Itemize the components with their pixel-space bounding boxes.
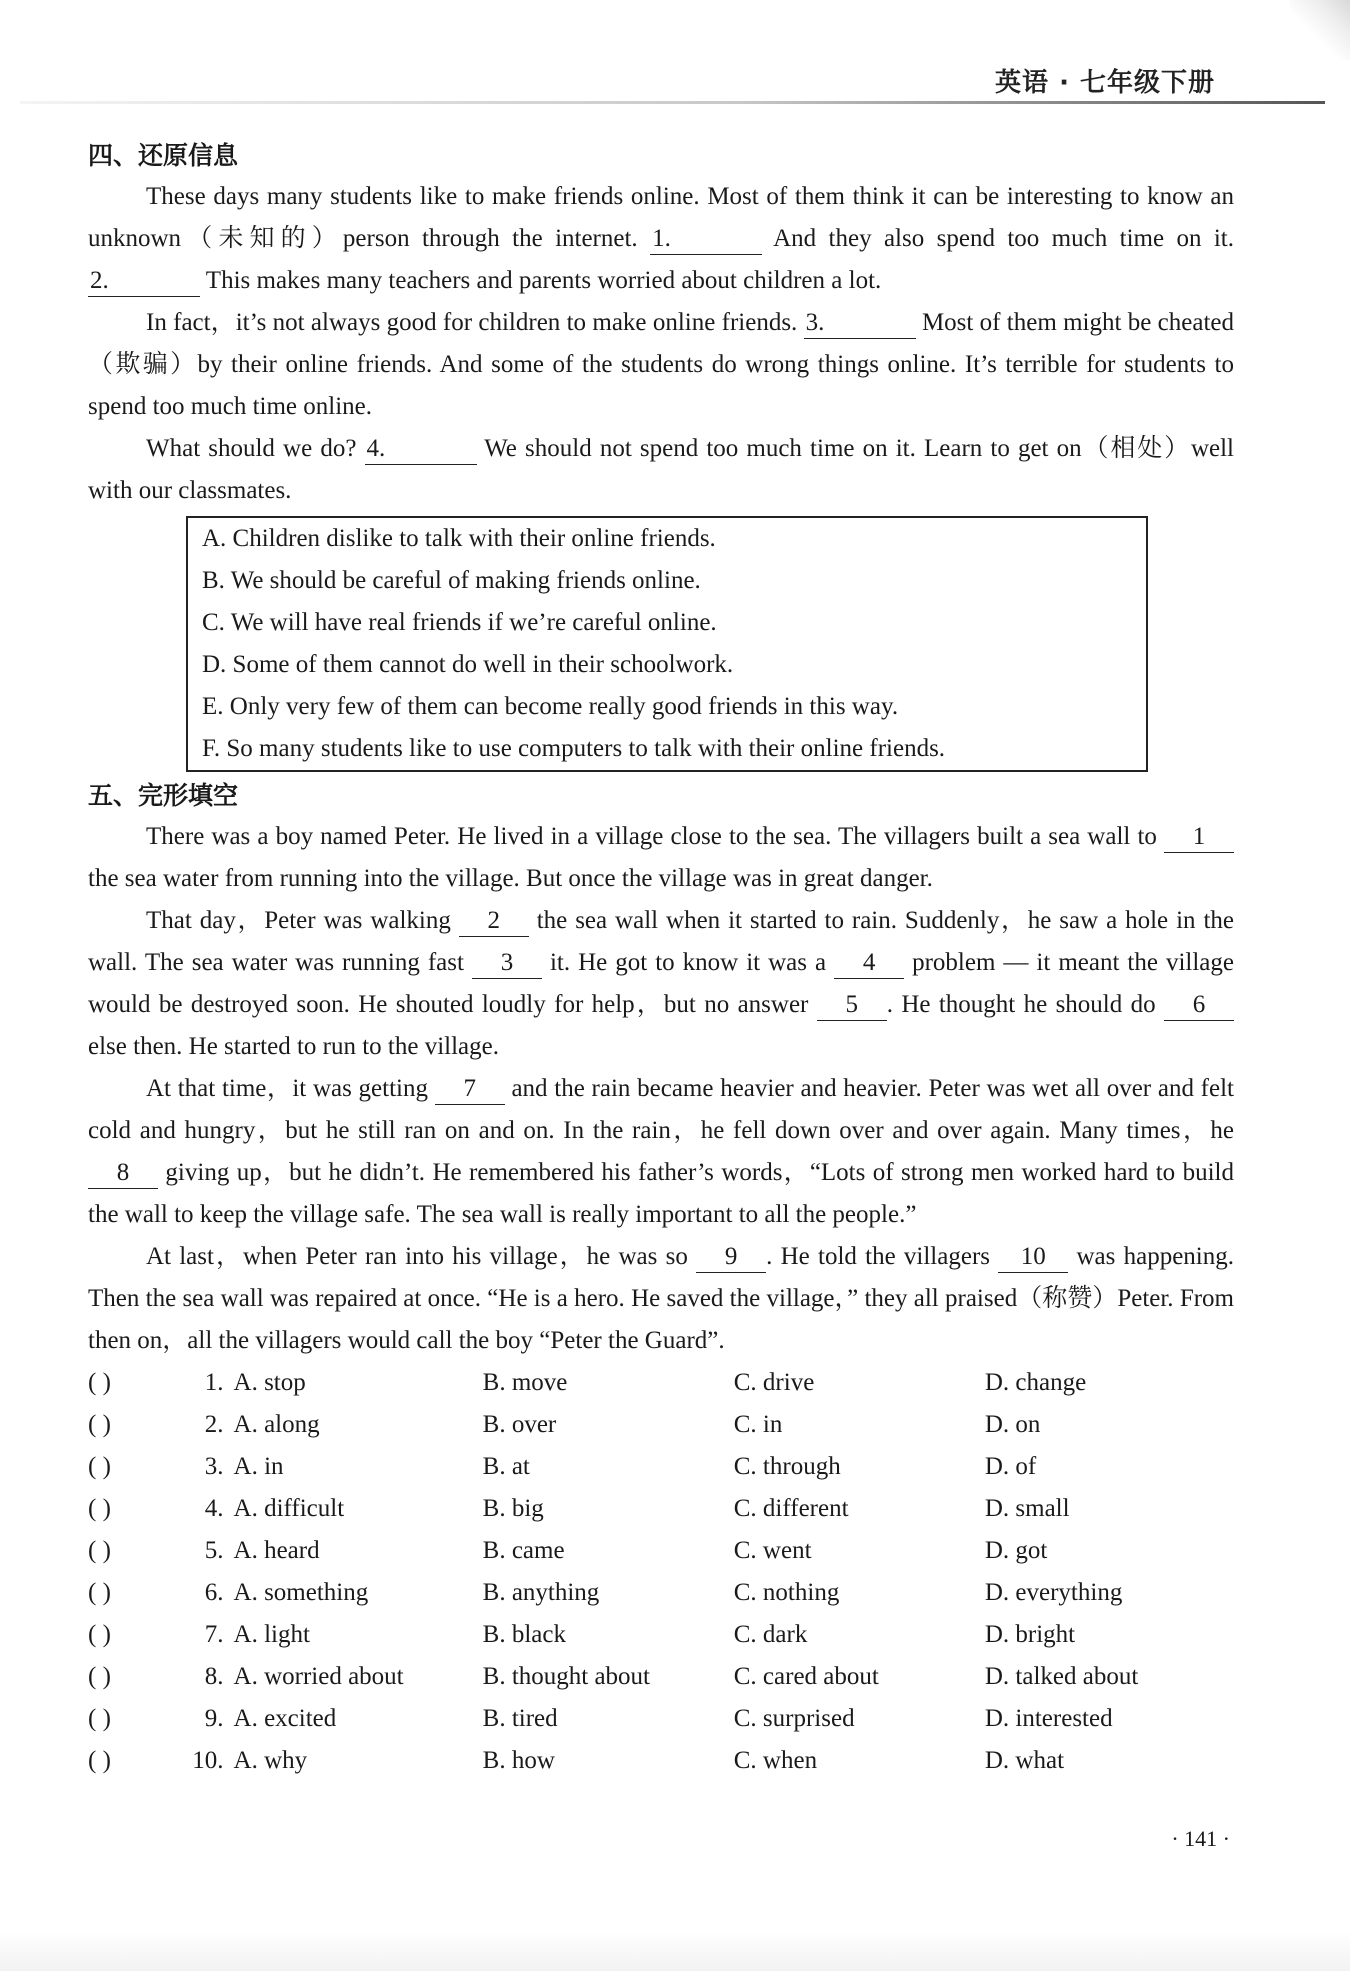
answer-paren[interactable]: ( ) xyxy=(88,1621,111,1648)
option-d: D. Some of them cannot do well in their schoolwork. xyxy=(202,651,734,678)
choice-a: A. excited xyxy=(233,1705,337,1732)
question-number: 9. xyxy=(204,1705,224,1732)
question-row xyxy=(88,1404,1234,1446)
choice-b: B. move xyxy=(482,1369,568,1396)
answer-paren[interactable]: ( ) xyxy=(88,1495,111,1522)
cloze-blank-5[interactable]: 5 xyxy=(817,990,887,1021)
option-a: A. Children dislike to talk with their online friends. xyxy=(202,525,716,552)
question-number: 10. xyxy=(192,1747,224,1774)
section-4-paragraph-1 xyxy=(88,176,1234,302)
choice-c: C. drive xyxy=(733,1369,815,1396)
text-run: At last，when Peter ran into his village，he was so xyxy=(146,1243,697,1270)
choice-b: B. anything xyxy=(482,1579,600,1606)
option-e: E. Only very few of them can become really good friends in this way. xyxy=(202,693,899,720)
text-run: the sea wall when it started to rain. Suddenly，he saw a hole in the wall. The sea water was running fast xyxy=(88,907,1235,976)
cloze-blank-10[interactable]: 10 xyxy=(998,1242,1068,1273)
page-bottom-shadow xyxy=(0,1931,1350,1971)
choice-a: A. something xyxy=(233,1579,369,1606)
cloze-blank-8[interactable]: 8 xyxy=(88,1158,158,1189)
choice-b: B. over xyxy=(482,1411,557,1438)
question-row xyxy=(88,1362,1234,1404)
choice-a: A. in xyxy=(233,1453,284,1480)
page-header xyxy=(20,58,1325,104)
cloze-blank-7[interactable]: 7 xyxy=(435,1074,505,1105)
answer-paren[interactable]: ( ) xyxy=(88,1453,111,1480)
answer-paren[interactable]: ( ) xyxy=(88,1537,111,1564)
option-b: B. We should be careful of making friends online. xyxy=(202,567,701,594)
choice-d: D. bright xyxy=(984,1621,1076,1648)
page-number: · 141 · xyxy=(1171,1826,1230,1851)
section-5-paragraph-3 xyxy=(88,1068,1234,1236)
question-number: 2. xyxy=(204,1411,224,1438)
section-5-paragraph-1 xyxy=(88,816,1234,900)
question-number: 1. xyxy=(204,1369,224,1396)
page-corner-shadow xyxy=(1290,0,1350,60)
text-run: giving up，but he didn’t. He remembered his father’s words，“Lots of strong men worked hard to build the wall to keep the village safe. The sea wall is really important to all the people.” xyxy=(88,1159,1234,1228)
choice-d: D. on xyxy=(984,1411,1041,1438)
section-5-title: 五、完形填空 xyxy=(88,781,239,810)
question-number: 5. xyxy=(204,1537,224,1564)
question-row xyxy=(88,1488,1234,1530)
section-4-paragraph-3 xyxy=(88,428,1234,512)
text-run: These days many students like to make friends online. Most of them think it can be interesting to know an unknown（未知的）person through the internet. xyxy=(88,183,1234,252)
choice-a: A. along xyxy=(233,1411,320,1438)
section-5-paragraph-4 xyxy=(88,1236,1234,1362)
choice-b: B. black xyxy=(482,1621,566,1648)
question-number: 8. xyxy=(204,1663,224,1690)
cloze-blank-4[interactable]: 4 xyxy=(834,948,904,979)
choice-c: C. through xyxy=(733,1453,841,1480)
choice-a: A. worried about xyxy=(233,1663,404,1690)
question-number: 4. xyxy=(204,1495,224,1522)
option-f: F. So many students like to use computers to talk with their online friends. xyxy=(202,735,946,762)
section-4-title: 四、还原信息 xyxy=(88,141,239,170)
question-row xyxy=(88,1656,1234,1698)
answer-blank-4[interactable]: 4. xyxy=(365,434,477,465)
choice-a: A. stop xyxy=(233,1369,306,1396)
question-number: 6. xyxy=(204,1579,224,1606)
question-row xyxy=(88,1446,1234,1488)
choice-c: C. dark xyxy=(733,1621,808,1648)
choice-c: C. cared about xyxy=(733,1663,879,1690)
cloze-blank-3[interactable]: 3 xyxy=(472,948,542,979)
cloze-blank-6[interactable]: 6 xyxy=(1164,990,1234,1021)
choice-c: C. in xyxy=(733,1411,783,1438)
answer-options-box xyxy=(186,516,1148,772)
text-run: and the rain became heavier and heavier. Peter was wet all over and felt cold and hungry，but he still ran on and on. In the rain，he fell down over and over again. Many times，he xyxy=(88,1075,1234,1144)
choice-d: D. of xyxy=(984,1453,1037,1480)
text-run: it. He got to know it was a xyxy=(541,949,835,976)
choice-b: B. thought about xyxy=(482,1663,650,1690)
choice-a: A. difficult xyxy=(233,1495,345,1522)
choice-d: D. everything xyxy=(984,1579,1123,1606)
text-run: We should not spend too much time on it. Learn to get on（相处）well with our classmates. xyxy=(88,435,1234,504)
text-run: . He told the villagers xyxy=(766,1243,999,1270)
choice-d: D. got xyxy=(984,1537,1048,1564)
answer-paren[interactable]: ( ) xyxy=(88,1369,111,1396)
text-run: At that time，it was getting xyxy=(146,1075,435,1102)
page-content xyxy=(88,136,1234,1782)
choice-a: A. heard xyxy=(233,1537,320,1564)
choice-a: A. light xyxy=(233,1621,310,1648)
answer-paren[interactable]: ( ) xyxy=(88,1663,111,1690)
answer-blank-1[interactable]: 1. xyxy=(650,224,762,255)
text-run: What should we do? xyxy=(146,435,365,462)
text-run: Most of them might be cheated（欺骗）by their online friends. And some of the students do wrong things online. It’s terrible for students to spend too much time online. xyxy=(88,309,1234,420)
multiple-choice-list xyxy=(88,1362,1234,1782)
choice-d: D. talked about xyxy=(984,1663,1139,1690)
choice-d: D. small xyxy=(984,1495,1070,1522)
question-number: 3. xyxy=(204,1453,224,1480)
question-row xyxy=(88,1698,1234,1740)
choice-c: C. surprised xyxy=(733,1705,855,1732)
cloze-blank-1[interactable]: 1 xyxy=(1164,822,1234,853)
choice-d: D. what xyxy=(984,1747,1065,1774)
choice-b: B. big xyxy=(482,1495,544,1522)
choice-c: C. went xyxy=(733,1537,812,1564)
answer-blank-3[interactable]: 3. xyxy=(804,308,916,339)
question-row xyxy=(88,1530,1234,1572)
option-c: C. We will have real friends if we’re careful online. xyxy=(202,609,717,636)
choice-c: C. when xyxy=(733,1747,818,1774)
text-run: else then. He started to run to the village. xyxy=(88,1033,499,1060)
choice-b: B. tired xyxy=(482,1705,558,1732)
answer-paren[interactable]: ( ) xyxy=(88,1747,111,1774)
answer-paren[interactable]: ( ) xyxy=(88,1411,111,1438)
question-row xyxy=(88,1740,1234,1782)
question-row xyxy=(88,1614,1234,1656)
choice-b: B. how xyxy=(482,1747,555,1774)
choice-b: B. came xyxy=(482,1537,565,1564)
question-number: 7. xyxy=(204,1621,224,1648)
section-4-paragraph-2 xyxy=(88,302,1234,428)
text-run: problem — it meant the village would be destroyed soon. He shouted loudly for help，but no answer xyxy=(88,949,1234,1018)
cloze-blank-9[interactable]: 9 xyxy=(696,1242,766,1273)
text-run: . He thought he should do xyxy=(886,991,1164,1018)
answer-blank-2[interactable]: 2. xyxy=(88,266,200,297)
answer-paren[interactable]: ( ) xyxy=(88,1579,111,1606)
text-run: This makes many teachers and parents worried about children a lot. xyxy=(200,267,882,294)
choice-b: B. at xyxy=(482,1453,530,1480)
text-run: That day，Peter was walking xyxy=(146,907,459,934)
choice-d: D. change xyxy=(984,1369,1087,1396)
choice-c: C. different xyxy=(733,1495,849,1522)
header-title: 英语 · 七年级下册 xyxy=(995,68,1215,98)
text-run: was happening. Then the sea wall was repaired at once. “He is a hero. He saved the village，” they all praised（称赞）Peter. From then on，all the villagers would call the boy “Peter the Guard”. xyxy=(88,1243,1234,1354)
text-run: And they also spend too much time on it. xyxy=(762,225,1234,252)
section-5-paragraph-2 xyxy=(88,900,1234,1068)
header-rule xyxy=(20,101,1325,104)
choice-c: C. nothing xyxy=(733,1579,840,1606)
cloze-blank-2[interactable]: 2 xyxy=(459,906,529,937)
choice-a: A. why xyxy=(233,1747,308,1774)
answer-paren[interactable]: ( ) xyxy=(88,1705,111,1732)
question-row xyxy=(88,1572,1234,1614)
text-run: There was a boy named Peter. He lived in a village close to the sea. The villagers built a sea wall to xyxy=(146,823,1164,850)
choice-d: D. interested xyxy=(984,1705,1113,1732)
text-run: the sea water from running into the village. But once the village was in great danger. xyxy=(88,865,933,892)
text-run: In fact，it’s not always good for children to make online friends. xyxy=(146,309,804,336)
